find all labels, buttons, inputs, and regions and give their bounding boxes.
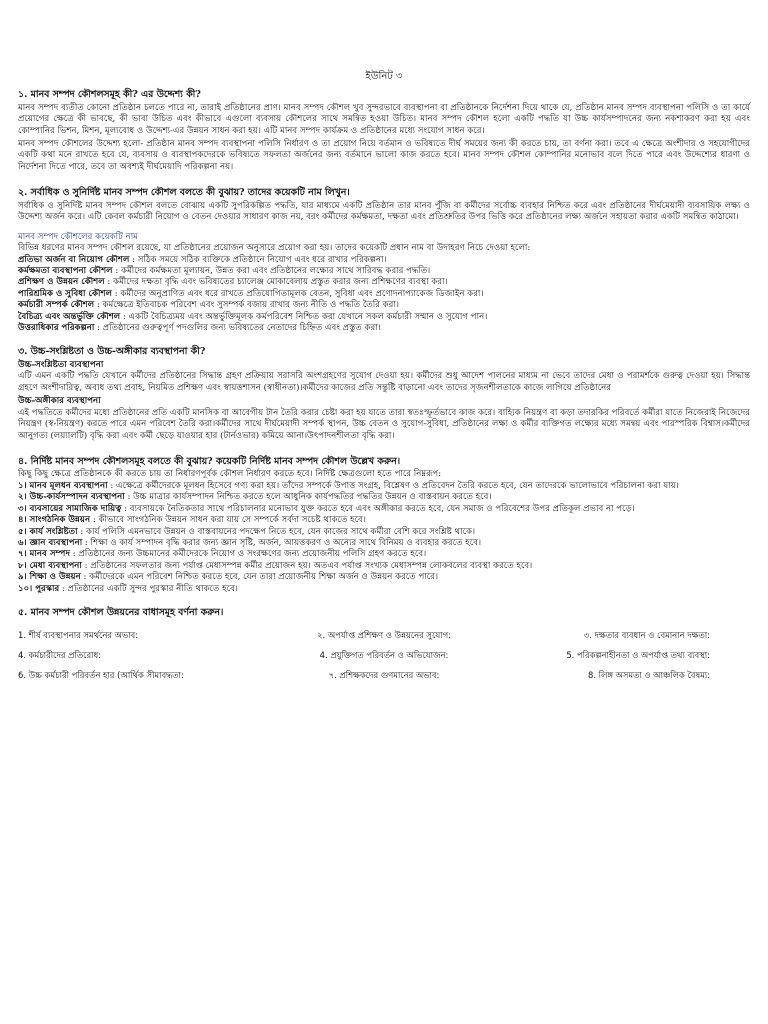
- item-term: ৯। শিক্ষা ও উন্নয়ন: [18, 572, 81, 583]
- item-desc: : কীভাবে সাংগঠনিক উন্নয়ন সাধন করা যায় সে সম্পর্কে সর্বদা সচেষ্ট থাকতে হবে।: [90, 515, 366, 526]
- barrier-item: 1. শীর্ষ ব্যবস্থাপনার সমর্থনের অভাব:: [18, 629, 139, 640]
- barrier-item: 8. লিঙ্গ অসমতা ও আঞ্চলিক বৈষম্য:: [588, 669, 710, 680]
- strategy-desc: : কর্মীদের অনুপ্রাণিত এবং ধরে রাখতে প্রতিযোগিতামূলক বেতন, সুবিধা এবং প্রণোদনাপ্যাকেজ ডিজাইন করা।: [111, 288, 484, 299]
- strategy-item: [18, 300, 750, 311]
- section-2-subtitle: মানব সম্পদ কৌশলের কয়েকটি নাম: [18, 231, 138, 242]
- strategy-term: কর্মক্ষমতা ব্যবস্থাপনা কৌশল: [18, 265, 113, 276]
- list-item: [18, 481, 750, 492]
- barrier-item: 5. পরিকল্পনাহীনতা ও অপর্যাপ্ত তথ্য ব্যবস্থা:: [566, 649, 710, 660]
- item-term: ৮। মেধা ব্যবস্থাপনা: [18, 560, 82, 571]
- strategy-term: কর্মচারী সম্পর্ক কৌশল: [18, 300, 95, 311]
- item-term: ২। উচ্চ-কার্যসম্পাদন ব্যবস্থাপনা: [18, 492, 125, 503]
- item-desc: : কার্য পলিসি এমনভাবে উন্নয়ন ও বাস্তবায়নের পদক্ষেপ নিতে হবে, যেন কাজের সাথে কর্মীরা বেশি করে সংশ্লিষ্ট থাকে।: [77, 526, 476, 537]
- barrier-item: ৩. দক্ষতার ব্যবধান ও বেমানান দক্ষতা:: [583, 629, 710, 640]
- section-1-paragraph-2: মানব সম্পদ কৌশলের উদ্দেশ্য হলো- প্রতিষ্ঠান মানব সম্পদ ব্যবস্থাপনা পলিসি নির্ধারণ ও তা প্রয়োগ নিয়ে বর্তমান ও ভবিষ্যতে দীর্ঘ সময়ের জন্য কী করতে চায়, তা বর্ণনা করা। তবে এ ক্ষেত্রে অংশীদার ও সহযোগীদের একটি কথা মনে রাখতে হবে যে, ব্যবসায় ও ব্যবস্থাপকদেরকে ভবিষ্যতে সফলতা অর্জনের জন্য বর্তমানে ভালো কাজ করতে হবে। মানব সম্পদ কৌশল কোম্পানির মনোভাব বলে দিতে পারে এবং উদ্দেশ্যের ধারণা ও নির্দেশনা দিতে পারে, তবে তা অবশ্যই দীর্ঘমেয়াদি পরিকল্পনা নয়।: [18, 139, 750, 172]
- strategy-list: [18, 255, 750, 335]
- item-desc: : কর্মীদেরকে এমন পরিবেশ নিশ্চিত করতে হবে, যেন তারা প্রয়োজনীয় শিক্ষা অর্জন ও উন্নয়ন করতে পারে।: [80, 572, 439, 583]
- strategy-term: প্রতিভা অর্জন বা নিয়োগ কৌশল: [18, 254, 130, 265]
- item-desc: : প্রতিষ্ঠানের জন্য উচ্চমানের কর্মীদেরকে নিয়োগ ও সংরক্ষণের জন্য প্রয়োজনীয় পলিসি গ্রহণ করতে হবে।: [69, 549, 427, 560]
- barrier-item: 6. উচ্চ কর্মচারী পরিবর্তন হার (আর্থিক সীমাবদ্ধতা:: [18, 669, 184, 680]
- item-term: ১০। পুরস্কার: [18, 583, 60, 594]
- list-item: [18, 549, 750, 560]
- strategy-item: [18, 312, 750, 323]
- item-desc: : উচ্চ মাত্রার কার্যসম্পাদন নিশ্চিত করতে হলে আধুনিক কার্যপদ্ধতির পদ্ধতির উন্নয়ন ও বাস্তবায়ন করতে হবে।: [124, 492, 492, 503]
- strategy-term: পারিশ্রমিক ও সুবিধা কৌশল: [18, 288, 112, 299]
- item-term: ৪। সাংগঠনিক উন্নয়ন: [18, 515, 91, 526]
- list-item: [18, 492, 750, 503]
- section-1: [18, 89, 750, 173]
- barrier-grid: [18, 630, 750, 682]
- section-3-subheading-1: উচ্চ-সংশ্লিষ্টতা ব্যবস্থাপনা: [18, 359, 104, 370]
- strategy-desc: : সঠিক সময়ে সঠিক ব্যক্তিকে প্রতিষ্ঠানে নিয়োগ এবং ধরে রাখার পরিকল্পনা।: [129, 254, 387, 265]
- section-1-question: ১. মানব সম্পদ কৌশলসমূহ কী? এর উদ্দেশ্য কী?: [18, 89, 201, 101]
- strategy-item: [18, 266, 750, 277]
- item-term: ৩। ব্যবসায়ের সামাজিক দায়িত্ব: [18, 503, 122, 514]
- item-term: ১। মানব মূলধন ব্যবস্থাপনা: [18, 480, 108, 491]
- strategy-item: [18, 255, 750, 266]
- strategy-desc: : একটি বৈচিত্র্যময় এবং অন্তর্ভুক্তিমূলক কর্মপরিবেশ নিশ্চিত করা যেখানে সকল কর্মচারী সম্মান ও সুযোগ পান।: [120, 311, 488, 322]
- strategy-desc: : কর্মীদের দক্ষতা বৃদ্ধি এবং ভবিষ্যতের চ্যালেঞ্জ মোকাবেলায় প্রস্তুত করার জন্য প্রশিক্ষণের ব্যবস্থা করা।: [104, 277, 448, 288]
- barrier-item: ৭. প্রশিক্ষকদের গুণমানের অভাব:: [328, 669, 440, 680]
- section-3: [18, 346, 750, 441]
- barrier-item: 4. প্রযুক্তিগত পরিবর্তন ও অভিযোজন:: [319, 649, 449, 660]
- strategy-term: উত্তরাধিকার পরিকল্পনা: [18, 323, 95, 334]
- list-item: [18, 527, 750, 538]
- strategy-desc: : কর্মক্ষেত্রে ইতিবাচক পরিবেশ এবং সুসম্পর্ক বজায় রাখার জন্য নীতি ও পদ্ধতি তৈরি করা।: [94, 300, 399, 311]
- list-item: [18, 584, 750, 595]
- barrier-item: ২. অপর্যাপ্ত প্রশিক্ষণ ও উন্নয়নের সুযোগ:: [317, 629, 451, 640]
- item-desc: : ব্যবসায়কে নৈতিকতার সাথে পরিচালনার মনোভাব যুক্ত করতে হবে এবং অঙ্গীকার করতে হবে, যেন সমাজ ও পরিবেশের উপর প্রতিকূল প্রভাব না পড়ে।: [121, 503, 635, 514]
- list-item: [18, 561, 750, 572]
- barrier-item: 4. কর্মচারীদের প্রতিরোধ:: [18, 649, 101, 660]
- strategy-desc: : প্রতিষ্ঠানের গুরুত্বপূর্ণ পদগুলির জন্য ভবিষ্যতের নেতাদের চিহ্নিত এবং প্রস্তুত করা।: [94, 323, 381, 334]
- item-term: ৭। মানব সম্পদ: [18, 549, 70, 560]
- section-3-paragraph-1: এটি এমন একটি পদ্ধতি যেখানে কর্মীদের প্রতিষ্ঠানের সিদ্ধান্ত গ্রহণ প্রক্রিয়ায় সরাসরি অংশগ্রহণের সুযোগ দেওয়া হয়। কর্মীদের শুধু আদেশ পালনের মাধ্যম না ভেবে তাদের মেধা ও পরামর্শকে গুরুত্ব দেওয়া হয়। সিদ্ধান্ত গ্রহণে অংশীদারিত্ব, অবাধ তথ্য প্রবাহ, নিয়মিত প্রশিক্ষণ এবং স্বায়ত্তশাসন (স্বাধীনতা)।কর্মীদের কাজের প্রতি সন্তুষ্টি বাড়ানো এবং তাদের সৃজনশীলতাকে কাজে লাগিয়ে প্রতিষ্ঠানের: [18, 371, 750, 393]
- section-4: [18, 456, 750, 595]
- list-item: [18, 538, 750, 549]
- item-term: ৫। কার্য সংশ্লিষ্টতা: [18, 526, 78, 537]
- section-2-paragraph-1: সর্বাধিক ও সুনির্দিষ্ট মানব সম্পদ কৌশল বলতে বোঝায় একটি সুপরিকল্পিত পদ্ধতি, যার মাধ্যমে একটি প্রতিষ্ঠান তার মানব পুঁজি বা কর্মীদের সর্বোচ্চ ব্যবহার নিশ্চিত করে এবং প্রতিষ্ঠানের দীর্ঘমেয়াদী ব্যবসায়িক লক্ষ্য ও উদ্দেশ্য অর্জন করে। এটি কেবল কর্মচারী নিয়োগ ও বেতন দেওয়ার সাধারণ কাজ নয়, বরং কর্মীদের কর্মক্ষমতা, দক্ষতা এবং প্রতিশ্রুতির উপর ভিত্তি করে প্রতিষ্ঠানের লক্ষ্য অর্জনে সহায়তা করার একটি সমন্বিত কাঠামো।: [18, 200, 750, 223]
- item-desc: : প্রতিষ্ঠানের একটি সুন্দর পুরস্কার নীতি থাকতে হবে।: [59, 583, 238, 594]
- strategy-item: [18, 289, 750, 300]
- item-desc: : প্রতিষ্ঠানের সফলতার জন্য পর্যাপ্ত মেধাসম্পন্ন কর্মীর প্রয়োজন হয়। অতএব পর্যাপ্ত সংখ্যক মেধাসম্পন্ন লোকবলের ব্যবস্থা করতে হবে।: [81, 560, 533, 571]
- section-1-paragraph-1: মানব সম্পদ ব্যতীত কোনো প্রতিষ্ঠান চলতে পারে না, তারাই প্রতিষ্ঠানের প্রাণ। মানব সম্পদ কৌশল খুব সুন্দরভাবে ব্যবস্থাপনা বা প্রতিষ্ঠানকে নির্দেশনা দিয়ে থাকে যে, প্রতিষ্ঠান মানব সম্পদ ব্যবস্থাপনা পলিসি ও তা কার্যে প্রয়োগের ক্ষেত্রে কী ভাবছে, কী ভাবা উচিত এবং কীভাবে এগুলো ব্যবসায় কৌশলের সাথে সমন্বিত হওয়া উচিত। মানব সম্পদ কৌশল হলো একটি পদ্ধতি যা উচ্চ কার্যসম্পাদনের জন্য নকশাকরণ করা হয় এবং কোম্পানির ভিশন, মিশন, মূল্যবোধ ও উদ্দেশ্য-এর উন্নয়ন সাধন করা হয়। এটি মানব সম্পদ কার্যক্রম ও প্রতিষ্ঠানের মধ্যে সংযোগ সাধন করে।: [18, 102, 750, 136]
- section-5-question: ৫. মানব সম্পদ কৌশল উন্নয়নের বাধাসমূহ বর্ণনা করুন।: [18, 607, 224, 619]
- section-3-subheading-2: উচ্চ-অঙ্গীকার ব্যবস্থাপনা: [18, 396, 101, 407]
- strategy-desc: : কর্মীদের কর্মক্ষমতা মূল্যায়ন, উন্নত করা এবং প্রতিষ্ঠানের লক্ষ্যের সাথে সারিবদ্ধ করার পদ্ধতি।: [112, 265, 431, 276]
- item-desc: : এক্ষেত্রে কর্মীদেরকে মূলধন হিসেবে গণ্য করা হয়। তাঁদের সম্পর্কে উপাত্ত সংগ্রহ, বিশ্লেষণ ও প্রতিবেদন তৈরি করতে হবে, যেন তাদেরকে ভালোভাবে পরিচালনা করা যায়।: [107, 480, 679, 491]
- section-2-question: ২. সর্বাধিক ও সুনির্দিষ্ট মানব সম্পদ কৌশল বলতে কী বুঝায়? তাদের কয়েকটি নাম লিখুন।: [18, 187, 350, 199]
- item-desc: : শিক্ষা ও কার্য সম্পাদন বৃদ্ধি করার জন্য জ্ঞান সৃষ্টি, অর্জন, আয়ত্তকরণ ও অন্যের সাথে বিনিময় ও ব্যবহার করতে হবে।: [82, 537, 482, 548]
- strategy-item: [18, 277, 750, 288]
- specific-strategy-list: [18, 481, 750, 595]
- item-term: ৬। জ্ঞান ব্যবস্থাপনা: [18, 537, 83, 548]
- strategy-term: প্রশিক্ষণ ও উন্নয়ন কৌশল: [18, 277, 105, 288]
- list-item: [18, 515, 750, 526]
- list-item: [18, 572, 750, 583]
- section-5: [18, 607, 750, 681]
- section-3-paragraph-2: এই পদ্ধতিতে কর্মীদের মধ্যে প্রতিষ্ঠানের প্রতি একটি মানসিক বা আবেগীয় টান তৈরি করার চেষ্টা করা হয় যাতে তারা স্বতঃস্ফূর্তভাবে কাজ করে। বাহ্যিক নিয়ন্ত্রণ বা কড়া তদারকির পরিবর্তে কর্মীরা যাতে নিজেরাই নিজেদের নিয়ন্ত্রণ (স্ব-নিয়ন্ত্রণ) করতে পারে এমন পরিবেশ তৈরি করা।কর্মীদের সাথে দীর্ঘমেয়াদী সম্পর্ক স্থাপন, উচ্চ বেতন ও সুযোগ-সুবিধা, প্রতিষ্ঠানের লক্ষ্য ও কর্মীর ব্যক্তিগত লক্ষ্যের মধ্যে সমন্বয় এবং পারস্পরিক বিশ্বাস।কর্মীদের আনুগত্য (লয়্যালটি) বৃদ্ধি করা এবং কর্মী ছেড়ে যাওয়ার হার (টার্নওভার) কমিয়ে আনা।উৎপাদনশীলতা বৃদ্ধি করা।: [18, 407, 750, 441]
- section-4-intro: কিছু কিছু ক্ষেত্রে প্রতিষ্ঠানকে কী করতে চায় তা নির্ধারণপূর্বক কৌশল নির্ধারণ করতে হবে। নির্দিষ্ট ক্ষেত্রগুলো হতে পারে নিম্নরূপ:: [18, 469, 442, 480]
- unit-title: ইউনিট ৩: [365, 71, 403, 82]
- strategy-term: বৈচিত্র্য এবং অন্তর্ভুক্তি কৌশল: [18, 311, 121, 322]
- section-2-intro: বিভিন্ন ধরণের মানব সম্পদ কৌশল রয়েছে, যা প্রতিষ্ঠানের প্রয়োজন অনুসারে প্রয়োগ করা হয়। তাদের কয়েকটি প্রধান নাম বা উদাহরণ নিচে দেওয়া হলো:: [18, 243, 531, 254]
- strategy-item: [18, 323, 750, 334]
- section-2: [18, 187, 750, 334]
- section-4-question: ৪. নির্দিষ্ট মানব সম্পদ কৌশলসমূহ বলতে কী বুঝায়? কয়েকটি নির্দিষ্ট মানব সম্পদ কৌশল উল্লেখ করুন।: [18, 455, 401, 467]
- list-item: [18, 504, 750, 515]
- section-3-question: ৩. উচ্চ-সংশ্লিষ্টতা ও উচ্চ-অঙ্গীকার ব্যবস্থাপনা কী?: [18, 346, 206, 358]
